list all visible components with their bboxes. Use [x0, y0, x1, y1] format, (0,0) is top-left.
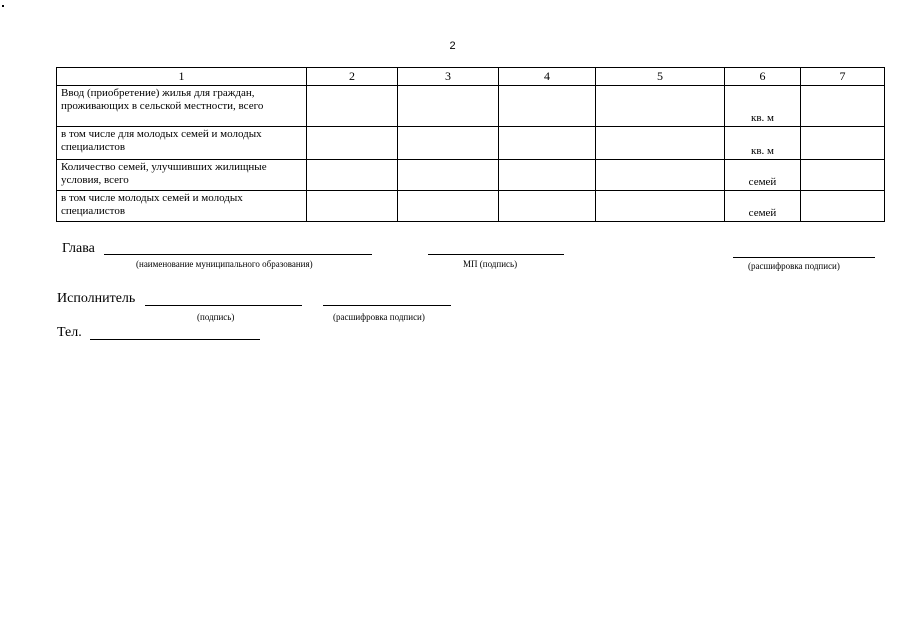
table-cell — [596, 127, 725, 160]
decode-line-1 — [733, 257, 875, 258]
phone-line — [90, 339, 260, 340]
executor-signature-line — [145, 305, 302, 306]
table-cell — [398, 160, 499, 191]
table-cell — [398, 86, 499, 127]
table-row — [57, 191, 885, 222]
report-table — [56, 67, 885, 222]
row-unit: семей — [725, 160, 801, 191]
table-cell — [307, 86, 398, 127]
column-header: 4 — [499, 68, 596, 86]
scan-speck — [2, 5, 4, 7]
executor-label: Исполнитель — [57, 291, 136, 306]
table-cell — [801, 191, 885, 222]
decode-caption-1: (расшифровка подписи) — [748, 261, 840, 271]
column-header: 7 — [801, 68, 885, 86]
table-row — [57, 160, 885, 191]
column-header: 1 — [57, 68, 307, 86]
table-cell — [398, 127, 499, 160]
row-label: Ввод (приобретение) жилья для граждан, проживающих в сельской местности, всего — [57, 86, 307, 127]
stamp-signature-line — [428, 254, 564, 255]
column-header: 3 — [398, 68, 499, 86]
column-header: 6 — [725, 68, 801, 86]
table-cell — [307, 160, 398, 191]
table-cell — [307, 191, 398, 222]
table-cell — [398, 191, 499, 222]
row-label: Количество семей, улучшивших жилищные условия, всего — [57, 160, 307, 191]
table-cell — [801, 86, 885, 127]
table-cell — [499, 127, 596, 160]
phone-label: Тел. — [57, 325, 82, 340]
column-header: 5 — [596, 68, 725, 86]
table-header-row — [57, 68, 885, 86]
table-row — [57, 86, 885, 127]
row-unit: кв. м — [725, 86, 801, 127]
table-cell — [596, 160, 725, 191]
table-cell — [801, 160, 885, 191]
page-number: 2 — [449, 40, 456, 52]
table-cell — [801, 127, 885, 160]
stamp-caption: МП (подпись) — [463, 259, 518, 269]
row-unit: кв. м — [725, 127, 801, 160]
decode-caption-2: (расшифровка подписи) — [333, 312, 425, 322]
row-label: в том числе для молодых семей и молодых специалистов — [57, 127, 307, 160]
table-cell — [596, 86, 725, 127]
row-unit: семей — [725, 191, 801, 222]
head-caption: (наименование муниципального образования) — [136, 259, 313, 269]
head-name-line — [104, 254, 372, 255]
table-cell — [499, 160, 596, 191]
head-label: Глава — [62, 241, 95, 256]
table-cell — [307, 127, 398, 160]
column-header: 2 — [307, 68, 398, 86]
sign-caption: (подпись) — [197, 312, 235, 322]
table-cell — [499, 86, 596, 127]
row-label: в том числе молодых семей и молодых специалистов — [57, 191, 307, 222]
table-cell — [596, 191, 725, 222]
table-cell — [499, 191, 596, 222]
table-row — [57, 127, 885, 160]
decode-line-2 — [323, 305, 451, 306]
